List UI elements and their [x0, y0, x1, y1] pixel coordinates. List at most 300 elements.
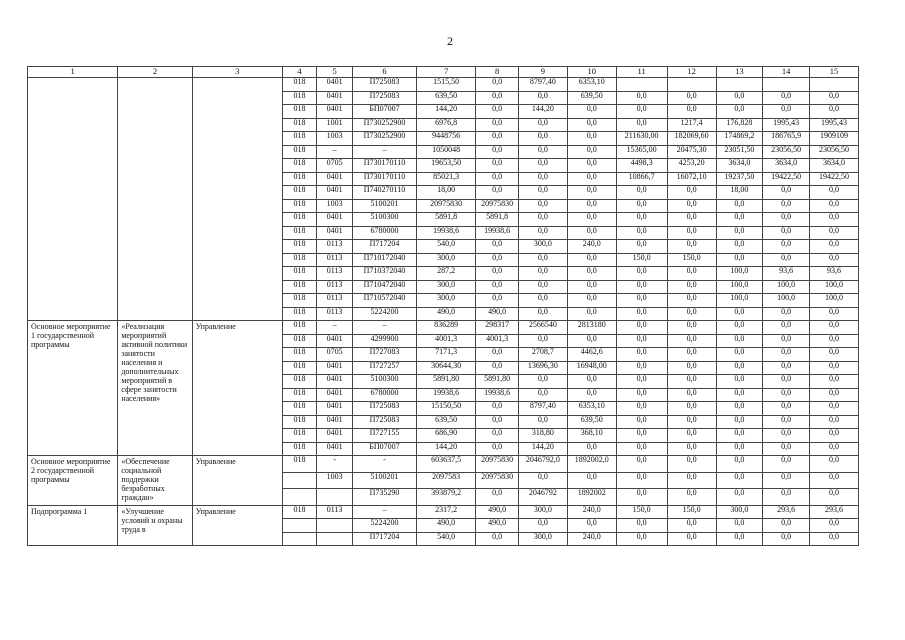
table-cell: 300,0 [416, 253, 476, 267]
table-cell: 0401 [317, 213, 353, 227]
table-cell: 018 [283, 118, 317, 132]
table-cell: 150,0 [667, 505, 716, 519]
table-cell: 0,0 [763, 199, 810, 213]
table-cell: 0,0 [716, 321, 763, 335]
table-cell: 0,0 [763, 348, 810, 362]
column-header: 11 [616, 67, 667, 78]
table-cell: 3634,0 [810, 159, 859, 173]
table-cell: 5224200 [353, 307, 417, 321]
table-cell: 6353,10 [567, 402, 616, 416]
table-cell: 0,0 [518, 415, 567, 429]
table-cell: 0,0 [476, 172, 519, 186]
table-cell: 0,0 [567, 186, 616, 200]
table-cell: 0,0 [763, 456, 810, 473]
table-row [28, 505, 859, 519]
table-cell: 2317,2 [416, 505, 476, 519]
table-cell: 0113 [317, 307, 353, 321]
table-cell: 6353,10 [567, 78, 616, 92]
table-cell: 19237,50 [716, 172, 763, 186]
table-cell: 2813180 [567, 321, 616, 335]
table-cell: 0,0 [667, 532, 716, 546]
table-cell [616, 78, 667, 92]
table-cell [716, 78, 763, 92]
table-cell: П717204 [353, 532, 417, 546]
table-cell: 540,0 [416, 240, 476, 254]
table-cell: 0,0 [763, 429, 810, 443]
table-cell: 0,0 [476, 532, 519, 546]
table-cell: 0401 [317, 375, 353, 389]
table-cell: 4299900 [353, 334, 417, 348]
table-cell: 0,0 [810, 456, 859, 473]
table-cell: 3634,0 [763, 159, 810, 173]
header-row [28, 67, 859, 78]
table-cell: 19938,6 [416, 388, 476, 402]
table-cell: 0,0 [667, 294, 716, 308]
table-cell: 16072,10 [667, 172, 716, 186]
table-cell: П710172040 [353, 253, 417, 267]
table-cell: 0,0 [667, 226, 716, 240]
table-cell: 6780000 [353, 388, 417, 402]
table-cell: 0,0 [616, 375, 667, 389]
table-cell: – [317, 321, 353, 335]
table-cell: 4253,20 [667, 159, 716, 173]
table-cell: 0,0 [763, 105, 810, 119]
table-cell: 0,0 [667, 280, 716, 294]
table-cell: 0,0 [810, 226, 859, 240]
table-cell: 0,0 [518, 172, 567, 186]
table-cell: 300,0 [518, 240, 567, 254]
table-cell: 018 [283, 415, 317, 429]
table-cell: 150,0 [667, 253, 716, 267]
table-cell: 018 [283, 348, 317, 362]
table-cell: 0,0 [667, 429, 716, 443]
table-cell: 300,0 [518, 532, 567, 546]
table-cell: 15150,50 [416, 402, 476, 416]
table-cell: 10866,7 [616, 172, 667, 186]
table-cell: 0401 [317, 361, 353, 375]
table-cell: – [353, 321, 417, 335]
table-cell: 0,0 [567, 442, 616, 456]
table-cell: 0,0 [518, 307, 567, 321]
table-cell: 0,0 [716, 226, 763, 240]
table-cell [667, 78, 716, 92]
table-cell: 0,0 [567, 307, 616, 321]
table-cell: 0,0 [476, 159, 519, 173]
table-cell: П735290 [353, 489, 417, 506]
table-cell [317, 519, 353, 533]
table-cell: 0,0 [476, 186, 519, 200]
table-cell: 0,0 [716, 361, 763, 375]
table-cell: 0,0 [616, 334, 667, 348]
table-cell: 0,0 [616, 199, 667, 213]
table-cell: 150,0 [616, 505, 667, 519]
table-cell: 018 [283, 375, 317, 389]
table-cell: 0,0 [667, 240, 716, 254]
table-cell: 686,90 [416, 429, 476, 443]
table-cell: 4498,3 [616, 159, 667, 173]
table-cell: 0,0 [518, 199, 567, 213]
table-cell: 0113 [317, 294, 353, 308]
table-cell: 0,0 [810, 253, 859, 267]
program-name-cell: Подпрограмма 1 [28, 505, 118, 546]
column-header: 6 [353, 67, 417, 78]
table-cell: 0,0 [763, 375, 810, 389]
program-title-cell: «Обеспечение социальной поддержки безработных граждан» [118, 456, 192, 506]
table-cell: 1909109 [810, 132, 859, 146]
table-cell: 0,0 [518, 388, 567, 402]
table-cell: 0,0 [810, 321, 859, 335]
table-cell: 0,0 [476, 118, 519, 132]
table-cell: 100,0 [716, 280, 763, 294]
table-cell: 0,0 [667, 519, 716, 533]
column-header: 12 [667, 67, 716, 78]
table-cell [283, 472, 317, 489]
table-cell: 018 [283, 321, 317, 335]
table-cell: 0,0 [716, 307, 763, 321]
table-cell: 0,0 [518, 294, 567, 308]
table-cell: 0401 [317, 334, 353, 348]
table-cell: 0,0 [567, 213, 616, 227]
table-cell: 0401 [317, 186, 353, 200]
table-cell: 0,0 [716, 532, 763, 546]
table-cell: 4462,6 [567, 348, 616, 362]
executor-cell: Управление [192, 321, 282, 456]
column-header: 5 [317, 67, 353, 78]
table-cell: 0,0 [716, 240, 763, 254]
table-cell: 5100201 [353, 472, 417, 489]
table-cell: 100,0 [810, 280, 859, 294]
table-cell: 0,0 [518, 132, 567, 146]
table-cell: 23051,50 [716, 145, 763, 159]
table-cell: 0,0 [810, 334, 859, 348]
table-cell: 603637,5 [416, 456, 476, 473]
table-cell: 0,0 [810, 240, 859, 254]
table-cell: 19938,6 [476, 226, 519, 240]
table-cell [283, 532, 317, 546]
table-cell: 182069,60 [667, 132, 716, 146]
table-cell: 0,0 [616, 118, 667, 132]
table-cell: 0,0 [567, 334, 616, 348]
table-cell: 0,0 [476, 267, 519, 281]
table-cell: 0,0 [616, 294, 667, 308]
table-cell: 0,0 [476, 240, 519, 254]
table-cell: 0,0 [616, 361, 667, 375]
table-cell: 0,0 [667, 456, 716, 473]
table-cell: 0,0 [616, 186, 667, 200]
table-cell: П730252900 [353, 118, 417, 132]
table-cell: 287,2 [416, 267, 476, 281]
table-cell: 13696,30 [518, 361, 567, 375]
table-cell: 0,0 [810, 532, 859, 546]
table-cell: 836289 [416, 321, 476, 335]
table-cell: 0,0 [810, 415, 859, 429]
table-cell: 0,0 [667, 361, 716, 375]
table-cell: 018 [283, 402, 317, 416]
table-cell: 0,0 [518, 118, 567, 132]
table-cell: 20975830 [476, 456, 519, 473]
table-cell: 490,0 [476, 505, 519, 519]
column-header: 1 [28, 67, 118, 78]
table-cell: 0,0 [616, 226, 667, 240]
table-row [28, 78, 859, 92]
table-cell: 018 [283, 91, 317, 105]
table-cell: 6976,8 [416, 118, 476, 132]
table-cell: 0,0 [518, 267, 567, 281]
table-cell: 0,0 [476, 280, 519, 294]
table-cell: 0,0 [667, 375, 716, 389]
table-cell: 0,0 [518, 253, 567, 267]
column-header: 4 [283, 67, 317, 78]
table-cell: 300,0 [416, 280, 476, 294]
table-cell: 018 [283, 199, 317, 213]
table-cell: 8797,40 [518, 78, 567, 92]
table-cell: 5224200 [353, 519, 417, 533]
table-cell: 0,0 [716, 253, 763, 267]
table-cell: 018 [283, 334, 317, 348]
table-cell: 540,0 [416, 532, 476, 546]
table-cell: 240,0 [567, 505, 616, 519]
table-cell: 8797,40 [518, 402, 567, 416]
table-cell: 0401 [317, 402, 353, 416]
table-cell: 144,20 [416, 442, 476, 456]
table-cell: 240,0 [567, 240, 616, 254]
table-cell: – [317, 145, 353, 159]
table-cell: 0,0 [616, 213, 667, 227]
table-cell: 2046792,0 [518, 456, 567, 473]
table-cell: 300,0 [518, 505, 567, 519]
table-cell: 0,0 [716, 199, 763, 213]
table-cell: 0,0 [763, 240, 810, 254]
table-cell: 0,0 [476, 402, 519, 416]
table-cell: П730252900 [353, 132, 417, 146]
table-cell: 0,0 [616, 442, 667, 456]
table-cell: 176,828 [716, 118, 763, 132]
table-cell: 0,0 [567, 280, 616, 294]
table-cell: 0,0 [476, 348, 519, 362]
table-cell: 300,0 [716, 505, 763, 519]
table-cell: 1050048 [416, 145, 476, 159]
column-header: 14 [763, 67, 810, 78]
table-cell: 0,0 [616, 489, 667, 506]
table-cell: 018 [283, 429, 317, 443]
table-cell: 0113 [317, 253, 353, 267]
table-cell: 1995,43 [763, 118, 810, 132]
table-cell: 0401 [317, 78, 353, 92]
table-cell: 0,0 [667, 348, 716, 362]
executor-cell: Управление [192, 505, 282, 546]
table-cell: 6780000 [353, 226, 417, 240]
table-cell: 018 [283, 213, 317, 227]
table-cell: 0,0 [616, 429, 667, 443]
table-cell: 490,0 [476, 307, 519, 321]
table-cell: 0,0 [667, 186, 716, 200]
table-cell: 5100300 [353, 375, 417, 389]
table-cell: 0,0 [567, 132, 616, 146]
table-cell: 0,0 [763, 415, 810, 429]
table-cell: 0,0 [518, 334, 567, 348]
table-cell: 0,0 [476, 361, 519, 375]
table-cell: 1217,4 [667, 118, 716, 132]
table-cell: 19938,6 [476, 388, 519, 402]
table-cell: 0,0 [763, 321, 810, 335]
column-header: 2 [118, 67, 192, 78]
table-cell: 0,0 [810, 91, 859, 105]
table-cell: 0,0 [476, 415, 519, 429]
table-cell: П727083 [353, 348, 417, 362]
program-name-cell [28, 78, 118, 321]
table-cell: 1515,50 [416, 78, 476, 92]
table-cell: 0,0 [616, 105, 667, 119]
table-cell [810, 78, 859, 92]
table-cell: 174869,2 [716, 132, 763, 146]
table-cell [283, 519, 317, 533]
table-cell: 100,0 [810, 294, 859, 308]
table-cell: П725083 [353, 78, 417, 92]
table-cell: 5100300 [353, 213, 417, 227]
executor-cell: Управление [192, 456, 282, 506]
table-cell: П727257 [353, 361, 417, 375]
table-cell: БП07007 [353, 442, 417, 456]
table-cell: П727155 [353, 429, 417, 443]
table-cell: 0,0 [567, 159, 616, 173]
table-cell: 0,0 [518, 145, 567, 159]
table-cell: 0,0 [716, 388, 763, 402]
table-cell: 639,50 [416, 415, 476, 429]
table-cell: 100,0 [716, 267, 763, 281]
table-cell: 100,0 [716, 294, 763, 308]
table-cell: П710572040 [353, 294, 417, 308]
table-cell: 0,0 [518, 280, 567, 294]
table-cell: 0,0 [716, 429, 763, 443]
table-cell: 0,0 [616, 307, 667, 321]
table-cell: 0,0 [716, 489, 763, 506]
table-cell: 0,0 [667, 472, 716, 489]
table-cell: 0,0 [810, 442, 859, 456]
table-cell: 018 [283, 442, 317, 456]
table-cell: 0,0 [763, 489, 810, 506]
table-cell: 0,0 [518, 375, 567, 389]
table-cell: 0,0 [616, 456, 667, 473]
table-cell: 0401 [317, 429, 353, 443]
table-cell: 186765,9 [763, 132, 810, 146]
table-cell: 0,0 [810, 307, 859, 321]
table-cell: 2566540 [518, 321, 567, 335]
table-cell: П725083 [353, 415, 417, 429]
table-cell: 0,0 [667, 489, 716, 506]
table-cell: 93,6 [763, 267, 810, 281]
table-cell: 240,0 [567, 532, 616, 546]
table-cell: – [353, 145, 417, 159]
table-row [28, 456, 859, 473]
table-cell: 0,0 [667, 334, 716, 348]
table-cell: 639,50 [567, 415, 616, 429]
table-cell: 0,0 [616, 472, 667, 489]
table-cell [763, 78, 810, 92]
table-cell: 20475,30 [667, 145, 716, 159]
table-cell: 85021,3 [416, 172, 476, 186]
table-cell: 0,0 [616, 321, 667, 335]
program-name-cell: Основное мероприятие 1 государственной программы [28, 321, 118, 456]
program-name-cell: Основное мероприятие 2 государственной программы [28, 456, 118, 506]
table-cell: 490,0 [416, 519, 476, 533]
table-cell: 0,0 [518, 159, 567, 173]
table-cell: 0,0 [810, 388, 859, 402]
table-cell: 0,0 [616, 348, 667, 362]
table-cell: 0705 [317, 159, 353, 173]
table-cell: 0,0 [763, 91, 810, 105]
budget-table [27, 66, 859, 546]
table-cell: 0,0 [667, 199, 716, 213]
table-cell: 293,6 [763, 505, 810, 519]
table-row [28, 321, 859, 335]
table-cell: 0,0 [616, 280, 667, 294]
table-cell: 018 [283, 172, 317, 186]
table-cell: 0,0 [763, 388, 810, 402]
column-header: 9 [518, 67, 567, 78]
table-cell: 0,0 [667, 267, 716, 281]
table-cell: 0,0 [616, 240, 667, 254]
table-cell: 23056,50 [763, 145, 810, 159]
table-cell: 018 [283, 388, 317, 402]
table-cell: 144,20 [518, 442, 567, 456]
table-cell: 0401 [317, 442, 353, 456]
table-cell: 0113 [317, 240, 353, 254]
table-cell: 2046792 [518, 489, 567, 506]
table-cell: 19422,50 [810, 172, 859, 186]
table-cell: 0,0 [716, 402, 763, 416]
table-cell: 018 [283, 132, 317, 146]
table-cell: 0401 [317, 172, 353, 186]
table-cell: 9448756 [416, 132, 476, 146]
table-cell: 0,0 [810, 375, 859, 389]
table-cell: 0,0 [567, 105, 616, 119]
table-cell: 298317 [476, 321, 519, 335]
table-cell: 0,0 [810, 186, 859, 200]
table-cell: 5100201 [353, 199, 417, 213]
table-cell: 0,0 [616, 267, 667, 281]
table-cell: 018 [283, 294, 317, 308]
table-cell: П730170110 [353, 159, 417, 173]
table-cell: 0,0 [616, 388, 667, 402]
table-cell: 19938,6 [416, 226, 476, 240]
table-cell: 0,0 [616, 402, 667, 416]
table-cell: 0,0 [810, 361, 859, 375]
table-cell: 0,0 [476, 429, 519, 443]
table-cell: 0,0 [518, 91, 567, 105]
table-cell: 93,6 [810, 267, 859, 281]
table-cell: 0,0 [518, 472, 567, 489]
table-cell: 0,0 [476, 294, 519, 308]
table-cell: БП07007 [353, 105, 417, 119]
table-cell: 0,0 [667, 307, 716, 321]
table-cell: 1995,43 [810, 118, 859, 132]
table-cell: 0,0 [567, 375, 616, 389]
table-cell: 0,0 [616, 519, 667, 533]
table-cell: 0,0 [476, 91, 519, 105]
table-cell: 5891,80 [416, 375, 476, 389]
table-cell: 5891,8 [476, 213, 519, 227]
program-title-cell: «Реализация мероприятий активной политики занятости населения и дополнительных мероприятий в сфере занятости населения» [118, 321, 192, 456]
table-cell: 4001,3 [476, 334, 519, 348]
table-cell: 0,0 [567, 519, 616, 533]
table-cell: 23056,50 [810, 145, 859, 159]
table-cell: 0,0 [616, 415, 667, 429]
table-cell: 018 [283, 267, 317, 281]
table-cell: 0,0 [567, 226, 616, 240]
table-cell: 0,0 [716, 348, 763, 362]
table-cell: 0,0 [810, 472, 859, 489]
table-cell: 1003 [317, 472, 353, 489]
